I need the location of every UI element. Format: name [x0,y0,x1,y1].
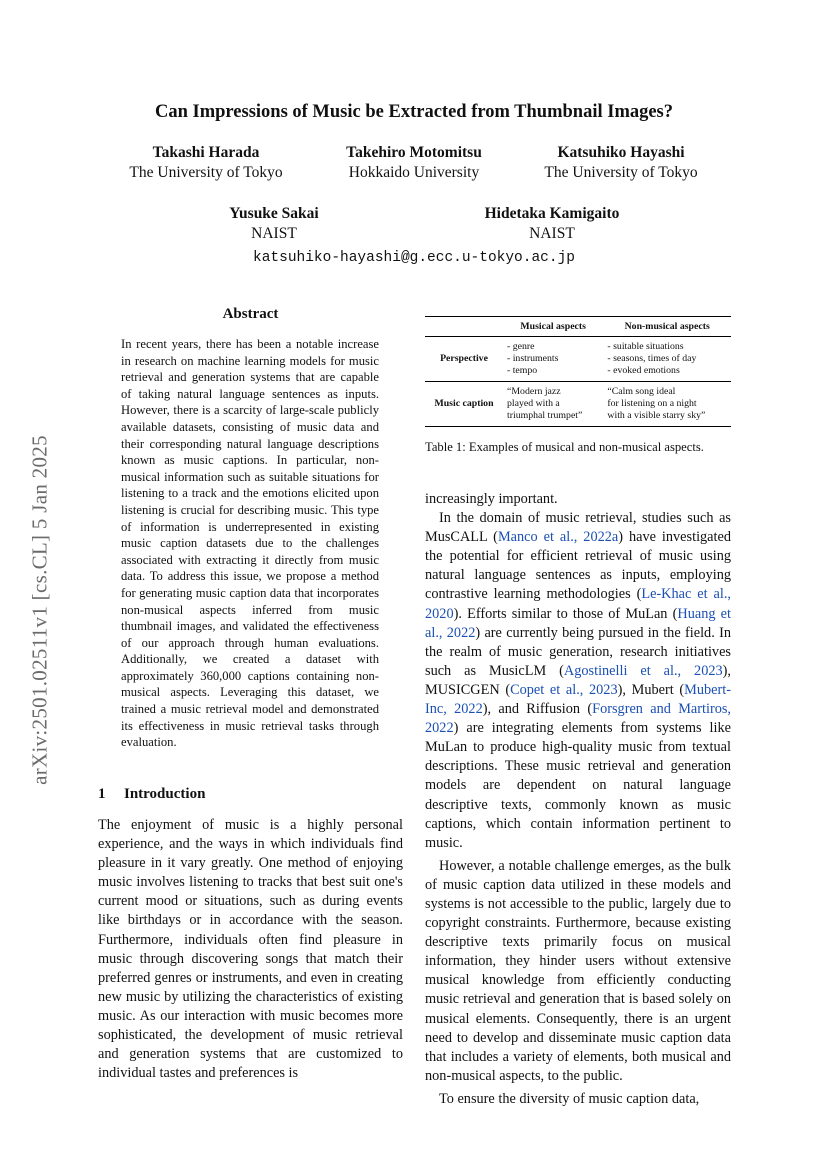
arxiv-identifier-text: arXiv:2501.02511v1 [cs.CL] 5 Jan 2025 [27,435,52,785]
table-header-cell: Musical aspects [503,317,603,337]
author-name: Takehiro Motomitsu [346,144,482,161]
author-affiliation: The University of Tokyo [544,164,698,181]
author-name: Yusuke Sakai [229,205,319,222]
author-3 [511,143,731,183]
paragraph-text: ), and Riffusion ( [482,701,593,718]
paragraph-text: ), MUSICGEN ( [425,662,731,698]
paragraph-text: ), Mubert ( [617,681,685,698]
author-affiliation: The University of Tokyo [129,164,283,181]
citation-link[interactable]: Mubert-Inc, 2022 [425,681,731,718]
author-5 [442,204,662,244]
author-name: Takashi Harada [152,144,260,161]
table-cell: “Modern jazz played with a triumphal trumpet” [507,386,583,421]
intro-right-column [425,490,731,1109]
paragraph-text: ). Efforts similar to those of MuLan ( [453,605,678,622]
abstract-heading: Abstract [222,306,279,322]
section-number: 1 [98,786,106,802]
intro-paragraph-continued: increasingly important. [425,491,558,507]
table-cell: - suitable situations - seasons, times of day - evoked emotions [603,337,731,382]
table-header-cell: Non-musical aspects [603,317,731,337]
author-name: Hidetaka Kamigaito [484,205,620,222]
table-header-cell [425,317,503,337]
author-affiliation: NAIST [251,225,297,242]
arxiv-identifier [20,380,60,840]
citation-link[interactable]: Manco et al., 2022a [497,529,619,546]
table-row-label: Perspective [425,337,503,382]
author-2 [304,143,524,183]
citation-link[interactable]: Huang et al., 2022 [425,605,732,641]
citation-link[interactable]: Le-Khac et al., 2020 [425,586,732,622]
author-name: Katsuhiko Hayashi [557,144,685,161]
paragraph-text: In the domain of music retrieval, studies such as MusCALL ( [425,510,731,546]
citation-link[interactable]: Agostinelli et al., 2023 [563,662,723,679]
table-1-caption: Table 1: Examples of musical and non-musical aspects. [425,440,704,454]
table-row-label: Music caption [434,398,494,409]
abstract-text: In recent years, there has been a notable increase in research on machine learning models for music retrieval and generation systems that are capable of taking natural language sentences as inputs. However, there is a scarcity of large-scale publicly available datasets, consisting of music data and their corresponding natural language descriptions known as music captions. In particular, non-musical information such as suitable situations for listening to a track and the emotions elicited upon listening is crucial for describing music. This type of information is underrepresented in existing music caption datasets due to the challenges associated with extracting it directly from music data. To address this issue, we propose a method for generating music caption data that incorporates non-musical aspects inferred from music thumbnail images, and validated the effectiveness of our approach through human evaluations. Additionally, we created a dataset with approximately 360,000 captions containing non-musical aspects. Leveraging this dataset, we trained a music retrieval model and demonstrated its effectiveness in music retrieval tasks through evaluation. [121,337,379,750]
author-affiliation: Hokkaido University [348,164,480,181]
intro-paragraph-3: However, a notable challenge emerges, as the bulk of music caption data utilized in these models and systems is not accessible to the public, largely due to copyright constraints. Furthermore, because existing descriptive texts primarily focus on musical information, they hinder users without extensive musical knowledge from efficiently conducting music retrieval and generation that is based solely on musical elements. Consequently, there is an urgent need to develop and disseminate music caption data that includes a variety of elements, both musical and non-musical aspects, to the public. [425,857,731,1084]
intro-paragraph-2 [425,509,731,853]
table-1 [425,316,731,427]
table-cell: “Calm song ideal for listening on a night with a visible starry sky” [607,386,706,421]
table-row [425,337,731,382]
contact-email[interactable]: katsuhiko-hayashi@g.ecc.u-tokyo.ac.jp [253,250,575,266]
table-cell: - genre - instruments - tempo [503,337,603,382]
citation-link[interactable]: Copet et al., 2023 [510,681,618,698]
author-4 [164,204,384,244]
paragraph-text: ) are currently being pursued in the field. In the realm of music generation, research initiatives such as MusicLM ( [425,624,731,679]
intro-paragraph-1: The enjoyment of music is a highly personal experience, and the ways in which individuals find pleasure in it vary greatly. One method of enjoying music involves listening to tracks that best suit one's current mood or situations, such as during events like birthdays or in accordance with the season. Furthermore, individuals often find pleasure in music through discovering songs that match their preferred genres or instruments, and even in creating new music by utilizing the characteristics of existing music. As our interaction with music becomes more sophisticated, the development of music retrieval and generation systems that are customized to individual tastes and preferences is [98,817,403,1082]
paragraph-text: ) have investigated the potential for efficient retrieval of music using natural language sentences as inputs, employing contrastive learning methodologies ( [425,529,731,603]
table-row [425,382,731,427]
intro-paragraph-4: To ensure the diversity of music caption data, [439,1090,700,1107]
section-heading-introduction [98,786,205,803]
paper-title: Can Impressions of Music be Extracted from Thumbnail Images? [154,102,674,122]
citation-link[interactable]: Forsgren and Martiros, 2022 [425,701,732,737]
author-affiliation: NAIST [529,225,575,242]
paragraph-text: ) are integrating elements from systems like MuLan to produce high-quality music from textual descriptions. These music retrieval and generation models are dependent on natural language descriptive texts, commonly known as music captions, which contain information pertinent to music. [425,720,731,851]
author-1 [96,143,316,183]
section-title: Introduction [124,786,206,802]
